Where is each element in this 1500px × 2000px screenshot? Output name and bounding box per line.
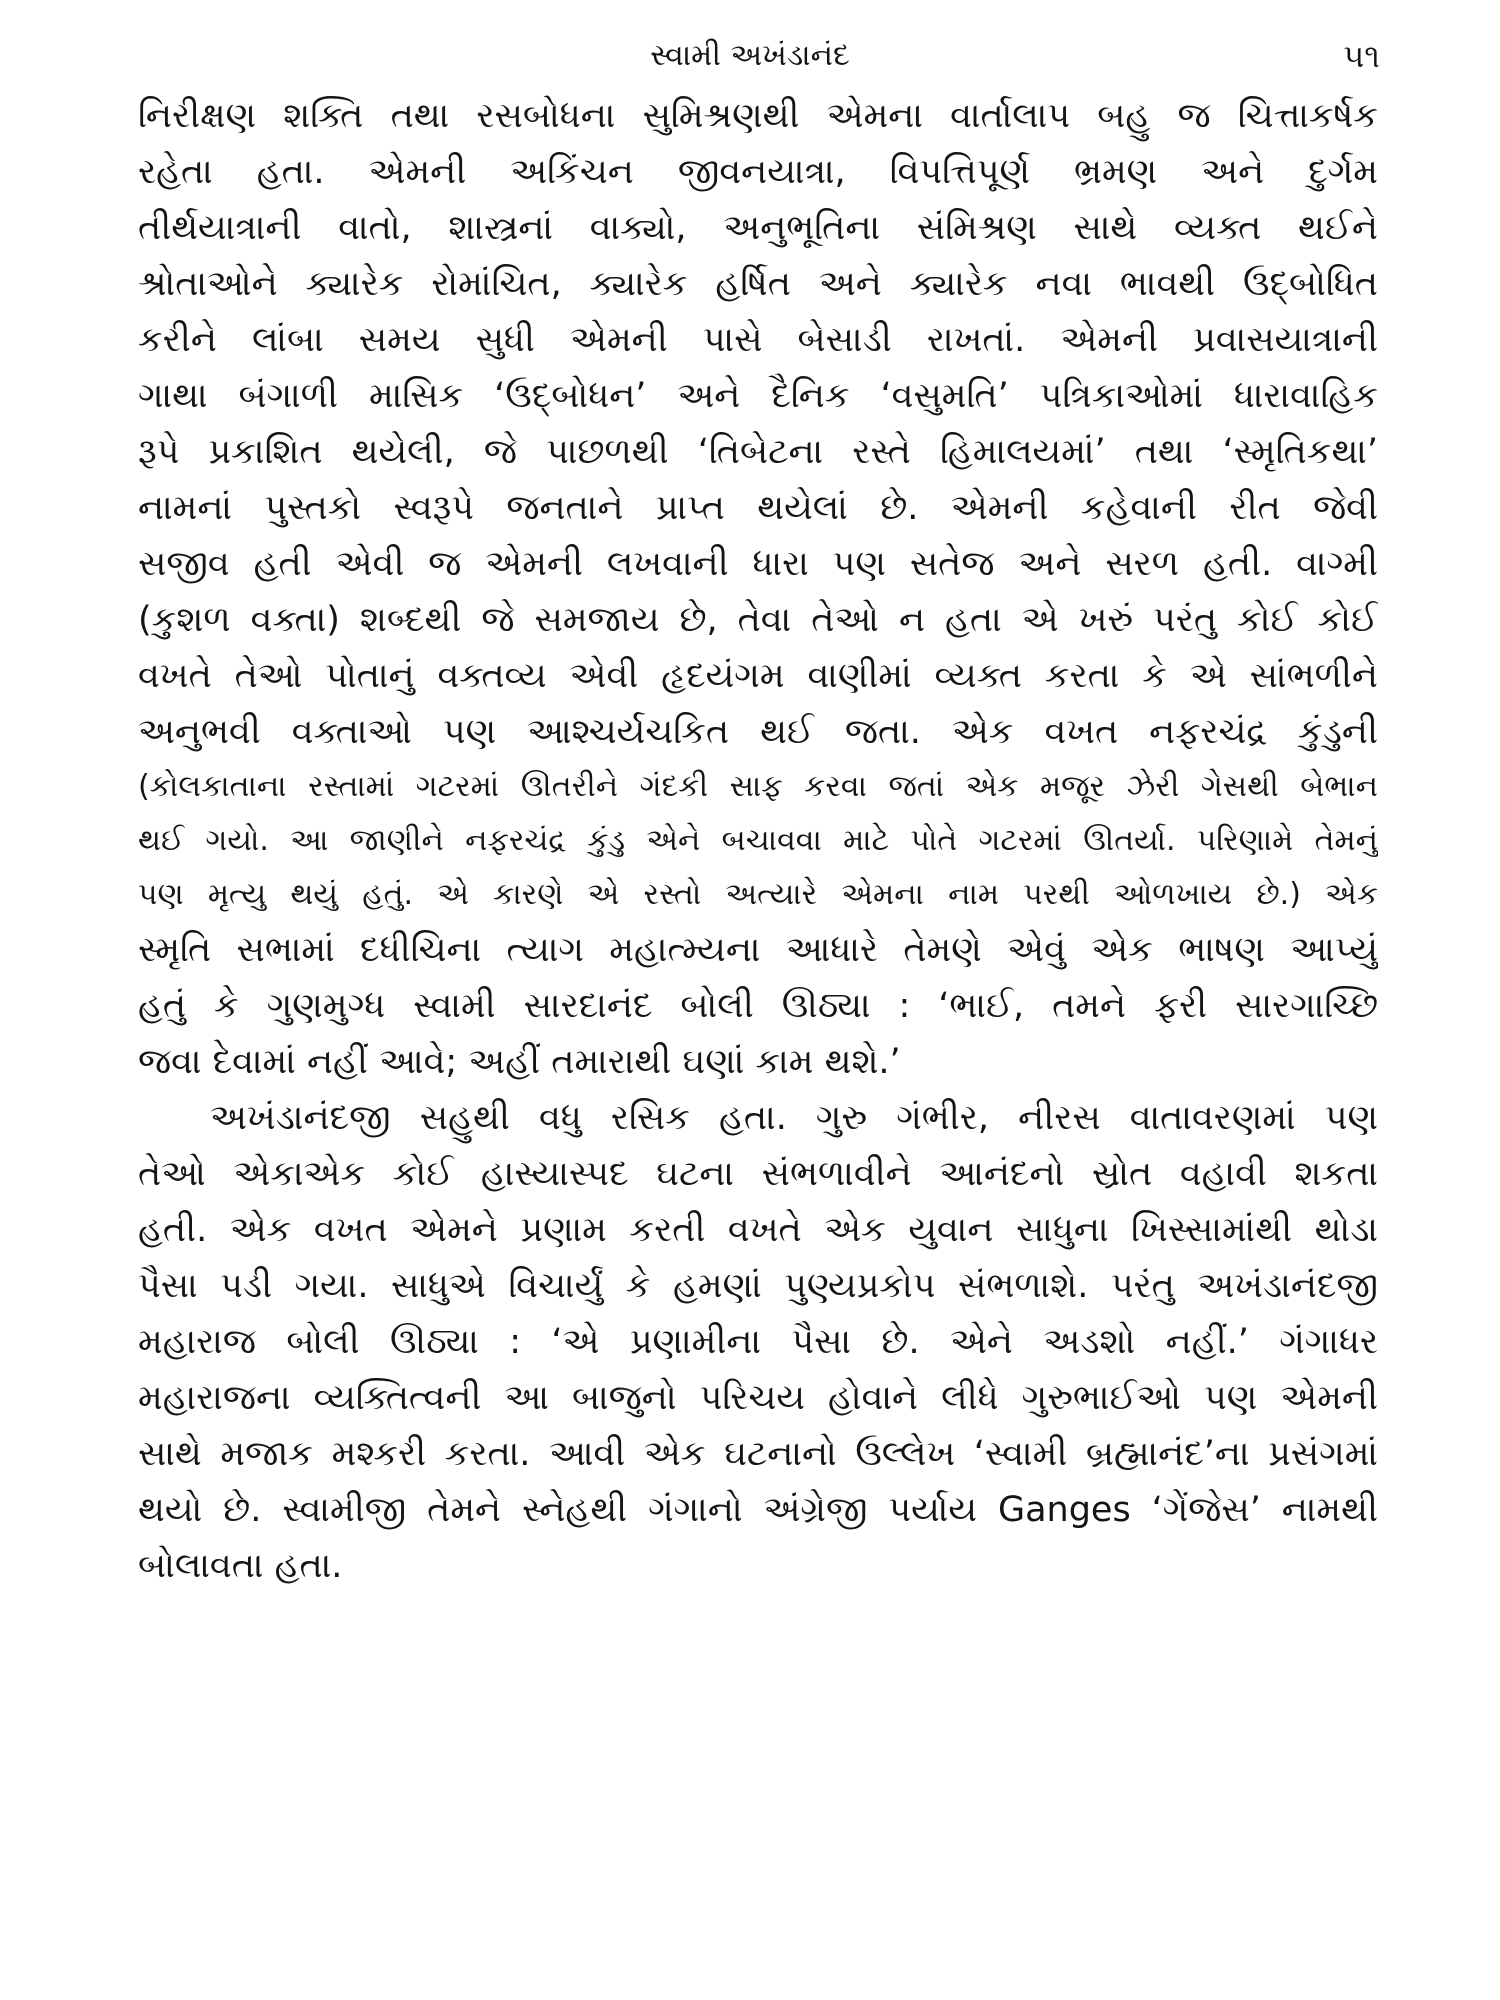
text-line: સ્મૃતિ સભામાં દધીચિના ત્યાગ મહાત્મ્યના આધારે તેમણે એવું એક ભાષણ આપ્યું — [138, 930, 1378, 970]
text-line: બોલાવતા હતા. — [138, 1546, 343, 1586]
text-line: તીર્થયાત્રાની વાતો, શાસ્ત્રનાં વાક્યો, અનુભૂતિના સંમિશ્રણ સાથે વ્યક્ત થઈને — [138, 208, 1378, 248]
text-line: તેઓ એકાએક કોઈ હાસ્યાસ્પદ ઘટના સંભળાવીને આનંદનો સ્રોત વહાવી શકતા — [138, 1154, 1378, 1194]
body-text — [138, 88, 1378, 1594]
text-line: પૈસા પડી ગયા. સાધુએ વિચાર્યું કે હમણાં પુણ્યપ્રકોપ સંભળાશે. પરંતુ અખંડાનંદજી — [138, 1266, 1378, 1306]
text-line: પણ મૃત્યુ થયું હતું. એ કારણે એ રસ્તો અત્યારે એમના નામ પરથી ઓળખાય છે.) એક — [138, 877, 1378, 912]
text-line: નામનાં પુસ્તકો સ્વરૂપે જનતાને પ્રાપ્ત થયેલાં છે. એમની કહેવાની રીત જેવી — [138, 488, 1378, 528]
running-title: સ્વામી અખંડાનંદ — [650, 38, 850, 73]
text-line: અનુભવી વક્તાઓ પણ આશ્ચર્યચકિત થઈ જતા. એક વખત નફરચંદ્ર કુંડુની — [138, 712, 1378, 752]
text-line: હતું કે ગુણમુગ્ધ સ્વામી સારદાનંદ બોલી ઊઠ્યા : ‘ભાઈ, તમને ફરી સારગાચ્છિ — [138, 986, 1378, 1026]
text-line: સજીવ હતી એવી જ એમની લખવાની ધારા પણ સતેજ અને સરળ હતી. વાગ્મી — [138, 544, 1378, 584]
page-number: ૫૧ — [1343, 37, 1380, 75]
text-line: સાથે મજાક મશ્કરી કરતા. આવી એક ઘટનાનો ઉલ્લેખ ‘સ્વામી બ્રહ્માનંદ’ના પ્રસંગમાં — [138, 1434, 1378, 1474]
text-line: અખંડાનંદજી સહુથી વધુ રસિક હતા. ગુરુ ગંભીર, નીરસ વાતાવરણમાં પણ — [210, 1098, 1378, 1138]
text-line: (કોલકાતાના રસ્તામાં ગટરમાં ઊતરીને ગંદકી સાફ કરવા જતાં એક મજૂર ઝેરી ગેસથી બેભાન — [138, 769, 1378, 804]
text-line: કરીને લાંબા સમય સુધી એમની પાસે બેસાડી રાખતાં. એમની પ્રવાસયાત્રાની — [138, 320, 1378, 360]
text-line: (કુશળ વક્તા) શબ્દથી જે સમજાય છે, તેવા તેઓ ન હતા એ ખરું પરંતુ કોઈ કોઈ — [138, 600, 1378, 640]
text-line: મહારાજના વ્યક્તિત્વની આ બાજુનો પરિચય હોવાને લીધે ગુરુભાઈઓ પણ એમની — [138, 1378, 1378, 1418]
text-line: નિરીક્ષણ શક્તિ તથા રસબોધના સુમિશ્રણથી એમના વાર્તાલાપ બહુ જ ચિત્તાકર્ષક — [138, 96, 1378, 136]
text-line: થયો છે. સ્વામીજી તેમને સ્નેહથી ગંગાનો અંગ્રેજી પર્યાય Ganges ‘ગેંજેસ’ નામથી — [138, 1490, 1378, 1530]
text-line: શ્રોતાઓને ક્યારેક રોમાંચિત, ક્યારેક હર્ષિત અને ક્યારેક નવા ભાવથી ઉદ્બોધિત — [138, 264, 1378, 304]
text-line: મહારાજ બોલી ઊઠ્યા : ‘એ પ્રણામીના પૈસા છે. એને અડશો નહીં.’ ગંગાધર — [138, 1322, 1378, 1362]
text-line: જવા દેવામાં નહીં આવે; અહીં તમારાથી ઘણાં કામ થશે.’ — [138, 1042, 901, 1082]
text-line: વખતે તેઓ પોતાનું વક્તવ્ય એવી હૃદયંગમ વાણીમાં વ્યક્ત કરતા કે એ સાંભળીને — [138, 656, 1378, 696]
text-line: રૂપે પ્રકાશિત થયેલી, જે પાછળથી ‘તિબેટના રસ્તે હિમાલયમાં’ તથા ‘સ્મૃતિકથા’ — [138, 432, 1378, 472]
text-line: થઈ ગયો. આ જાણીને નફરચંદ્ર કુંડુ એને બચાવવા માટે પોતે ગટરમાં ઊતર્યા. પરિણામે તેમનું — [138, 823, 1378, 858]
text-line: રહેતા હતા. એમની અકિંચન જીવનયાત્રા, વિપત્તિપૂર્ણ ભ્રમણ અને દુર્ગમ — [138, 152, 1378, 192]
text-line: ગાથા બંગાળી માસિક ‘ઉદ્બોધન’ અને દૈનિક ‘વસુમતિ’ પત્રિકાઓમાં ધારાવાહિક — [138, 376, 1378, 416]
text-line: હતી. એક વખત એમને પ્રણામ કરતી વખતે એક યુવાન સાધુના ખિસ્સામાંથી થોડા — [138, 1210, 1378, 1250]
